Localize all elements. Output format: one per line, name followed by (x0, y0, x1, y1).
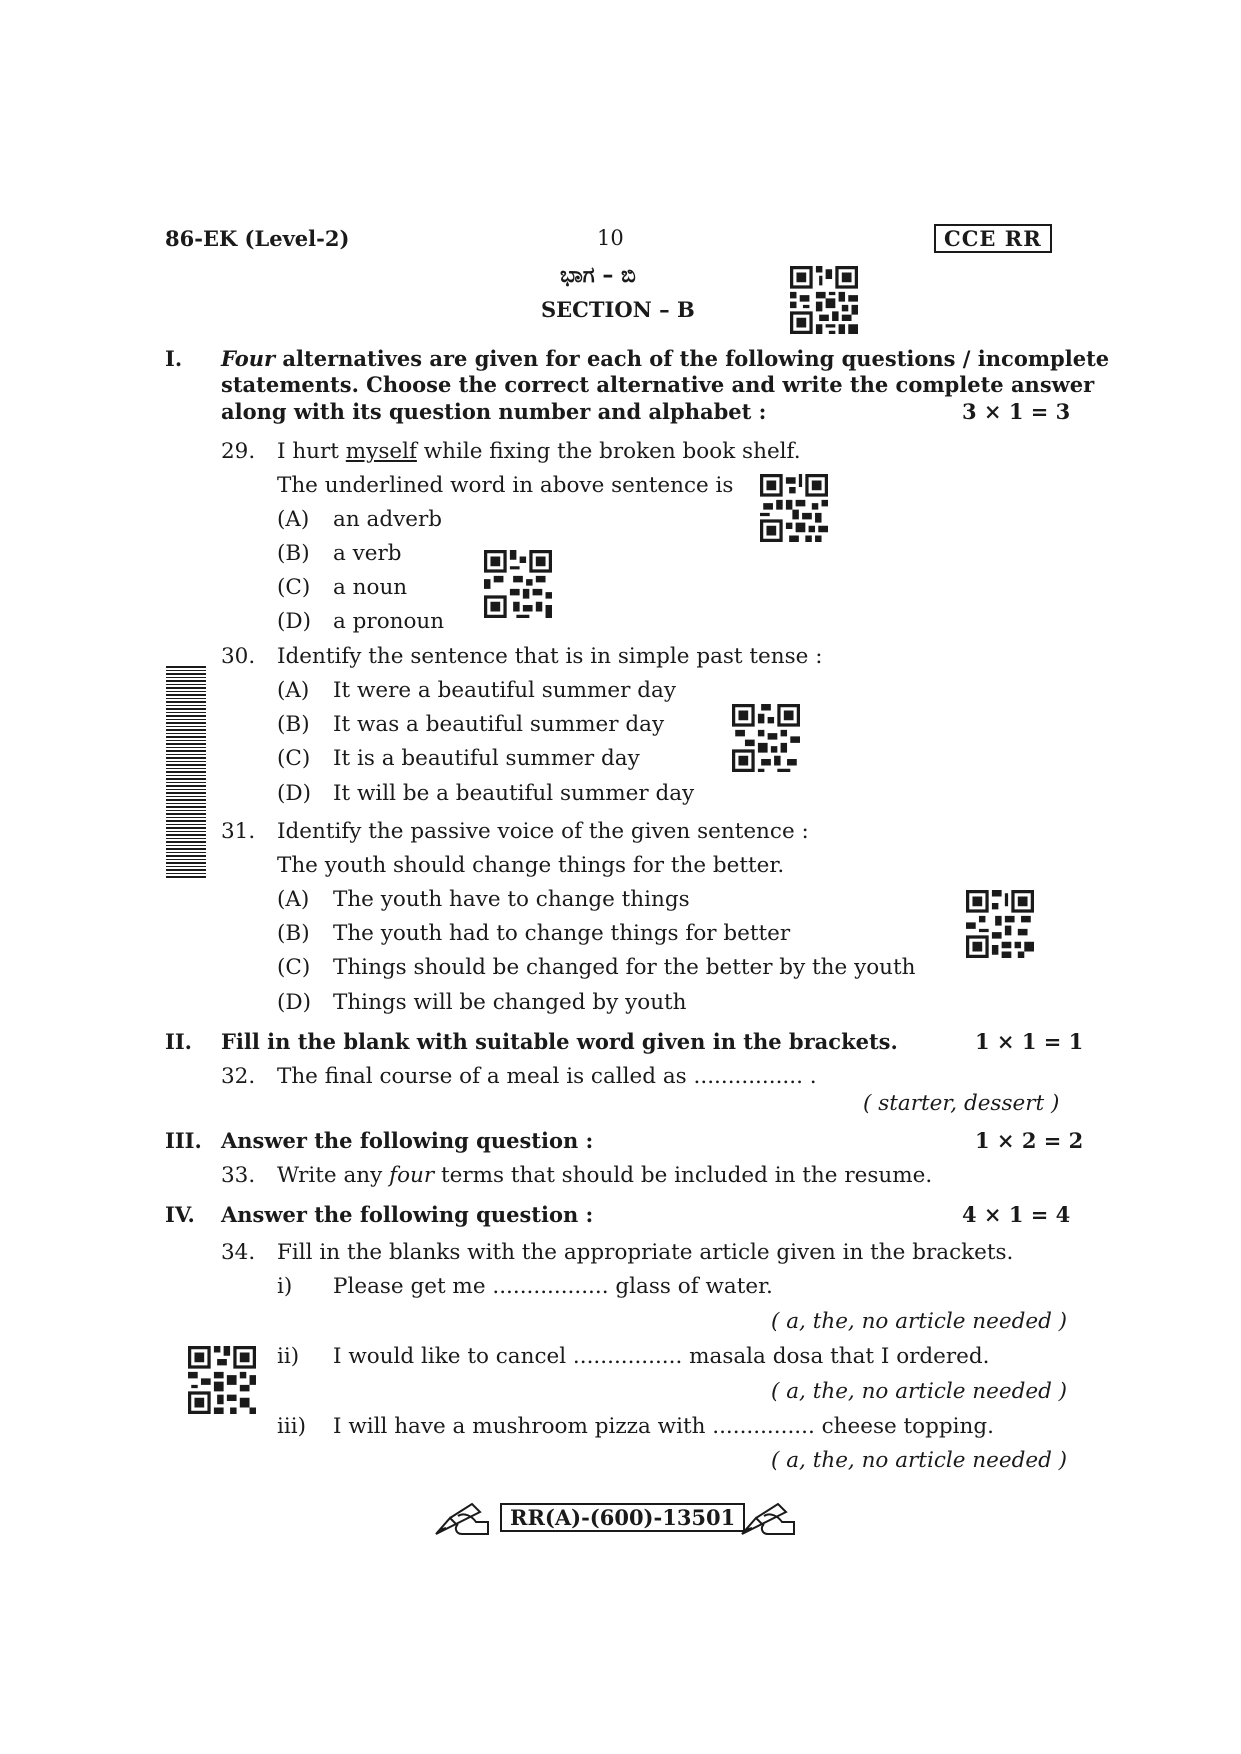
part-heading: Answer the following question : (221, 1128, 594, 1153)
item-text: I will have a mushroom pizza with ............... cheese topping. (333, 1414, 994, 1439)
option-text: It were a beautiful summer day (333, 678, 676, 703)
option-label: (B) (277, 541, 310, 566)
part-marks: 1 × 2 = 2 (975, 1128, 1084, 1153)
part-numeral: III. (165, 1128, 202, 1153)
bracket-hint: ( a, the, no article needed ) (771, 1309, 1068, 1334)
qr-code-icon (188, 1346, 256, 1414)
section-title: SECTION – B (541, 297, 695, 322)
section-title-kannada: ಭಾಗ – ಬಿ (560, 263, 636, 288)
paper-code: 86-EK (Level-2) (165, 226, 350, 251)
qr-code-icon (484, 550, 552, 618)
qr-code-icon (966, 890, 1034, 958)
question-number: 32. (221, 1064, 256, 1089)
instruction-line1-text: alternatives are given for each of the following questions / incomplete (275, 346, 1110, 371)
option-text: The youth have to change things (333, 887, 690, 912)
qr-code-icon (790, 266, 858, 334)
option-text: It will be a beautiful summer day (333, 781, 695, 806)
question-stem (277, 439, 801, 464)
question-text: The final course of a meal is called as ................ . (277, 1064, 817, 1089)
part-numeral: II. (165, 1029, 192, 1054)
writing-hand-icon (432, 1498, 492, 1538)
instruction-italic-word: Four (221, 346, 276, 371)
qr-code-icon (760, 474, 828, 542)
part-marks: 4 × 1 = 4 (962, 1202, 1071, 1227)
option-label: (D) (277, 990, 312, 1015)
option-text: Things should be changed for the better by the youth (333, 955, 916, 980)
option-label: (C) (277, 746, 311, 771)
option-label: (C) (277, 955, 311, 980)
bracket-hint: ( a, the, no article needed ) (771, 1448, 1068, 1473)
question-number: 30. (221, 644, 256, 669)
question-number: 34. (221, 1240, 256, 1265)
option-label: (C) (277, 575, 311, 600)
item-label: ii) (277, 1344, 300, 1369)
option-text: The youth had to change things for better (333, 921, 791, 946)
option-label: (D) (277, 781, 312, 806)
question-stem-2: The underlined word in above sentence is (277, 473, 734, 498)
part-numeral: IV. (165, 1202, 195, 1227)
item-text: Please get me ................. glass of water. (333, 1274, 773, 1299)
cce-rr-badge: CCE RR (934, 224, 1052, 253)
question-stem: Identify the sentence that is in simple past tense : (277, 644, 823, 669)
page-number: 10 (597, 226, 624, 250)
footer-code: RR(A)-(600)-13501 (500, 1503, 745, 1532)
italic-word: four (389, 1163, 435, 1188)
question-number: 31. (221, 819, 256, 844)
option-text: It is a beautiful summer day (333, 746, 640, 771)
part-instruction-line3: along with its question number and alphabet : (221, 399, 767, 424)
part-heading: Fill in the blank with suitable word given in the brackets. (221, 1029, 898, 1054)
question-number: 29. (221, 439, 256, 464)
option-label: (B) (277, 921, 310, 946)
option-text: an adverb (333, 507, 442, 532)
part-instruction-line1 (221, 346, 1109, 371)
item-label: i) (277, 1274, 293, 1299)
part-heading: Answer the following question : (221, 1202, 594, 1227)
bracket-hint: ( starter, dessert ) (863, 1091, 1060, 1116)
part-marks: 3 × 1 = 3 (962, 399, 1071, 424)
question-text (277, 1163, 932, 1188)
question-stem: Identify the passive voice of the given sentence : (277, 819, 809, 844)
option-label: (D) (277, 609, 312, 634)
qr-code-icon (732, 704, 800, 772)
option-text: a noun (333, 575, 408, 600)
option-label: (B) (277, 712, 310, 737)
bracket-hint: ( a, the, no article needed ) (771, 1379, 1068, 1404)
option-label: (A) (277, 887, 310, 912)
stem-text: while fixing the broken book shelf. (416, 439, 801, 464)
option-text: a verb (333, 541, 402, 566)
item-label: iii) (277, 1414, 307, 1439)
question-number: 33. (221, 1163, 256, 1188)
part-marks: 1 × 1 = 1 (975, 1029, 1084, 1054)
option-text: a pronoun (333, 609, 445, 634)
question-text-part: terms that should be included in the resume. (434, 1163, 933, 1188)
barcode-icon (166, 666, 206, 878)
option-label: (A) (277, 507, 310, 532)
item-text: I would like to cancel ................ masala dosa that I ordered. (333, 1344, 990, 1369)
stem-text: I hurt (277, 439, 346, 464)
part-numeral: I. (165, 346, 183, 371)
question-text-part: Write any (277, 1163, 390, 1188)
question-stem-2: The youth should change things for the better. (277, 853, 785, 878)
option-text: It was a beautiful summer day (333, 712, 665, 737)
option-text: Things will be changed by youth (333, 990, 687, 1015)
question-text: Fill in the blanks with the appropriate article given in the brackets. (277, 1240, 1014, 1265)
underlined-word: myself (345, 439, 417, 464)
writing-hand-icon (738, 1498, 798, 1538)
option-label: (A) (277, 678, 310, 703)
part-instruction-line2: statements. Choose the correct alternative and write the complete answer (221, 372, 1095, 397)
